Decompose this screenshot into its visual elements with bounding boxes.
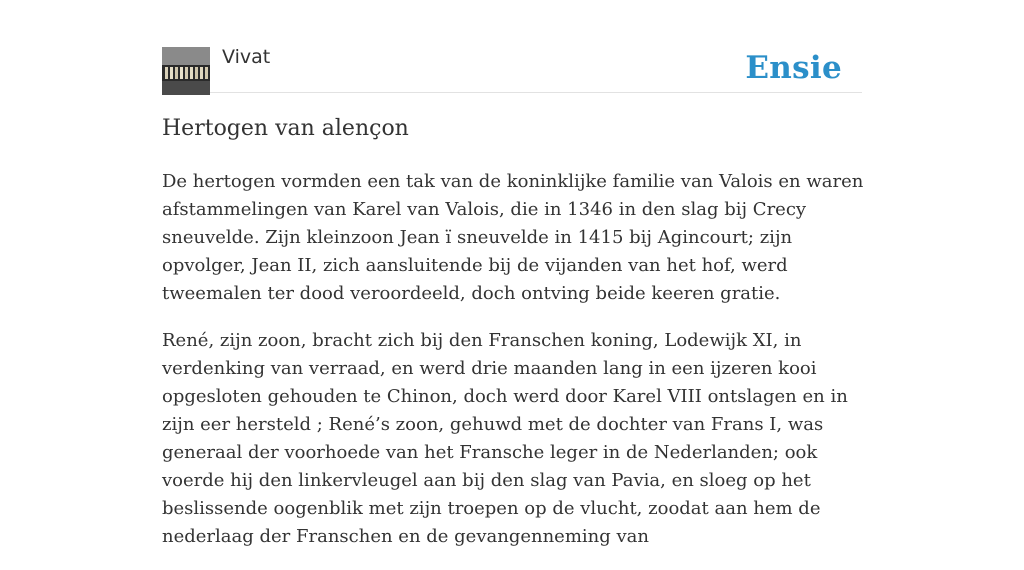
page-title: Hertogen van alençon [162,116,409,141]
avatar-image-icon [162,47,210,95]
article-body [162,168,867,570]
brand-logo[interactable]: Ensie [745,50,842,86]
header [162,40,862,93]
avatar[interactable] [162,47,210,95]
paragraph: De hertogen vormden een tak van de koninklijke familie van Valois en waren afstammelingen van Karel van Valois, die in 1346 in den slag bij Crecy sneuvelde. Zijn kleinzoon Jean ï sneuvelde in 1415 bij Agincourt; zijn opvolger, Jean II, zich aansluitende bij de vijanden van het hof, werd tweemalen ter dood veroordeeld, doch ontving beide keeren gratie. [162,171,864,304]
paragraph: René, zijn zoon, bracht zich bij den Franschen koning, Lodewijk XI, in verdenking van verraad, en werd drie maanden lang in een ijzeren kooi opgesloten gehouden te Chinon, doch werd door Karel VIII ontslagen en in zijn eer hersteld ; René’s zoon, gehuwd met de dochter van Frans I, was generaal der voorhoede van het Fransche leger in de Nederlanden; ook voerde hij den linkervleugel aan bij den slag van Pavia, en sloeg op het beslissende oogenblik met zijn troepen op de vlucht, zoodat aan hem de nederlaag der Franschen en de gevangenneming van [162,330,848,547]
author-name[interactable]: Vivat [222,46,271,68]
